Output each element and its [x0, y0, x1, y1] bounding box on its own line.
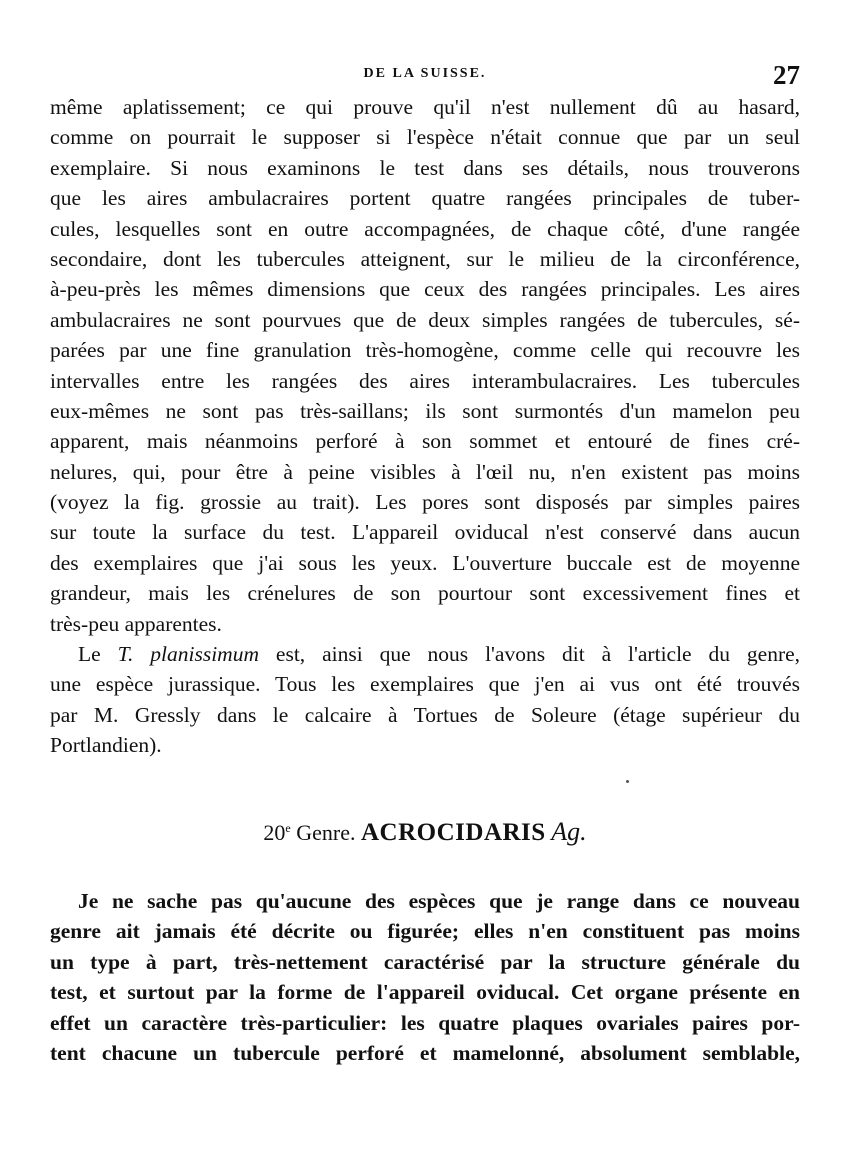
- genus-heading: [0, 812, 850, 849]
- genus-word: Genre.: [296, 820, 356, 845]
- lead-word: Le: [78, 642, 101, 667]
- page-number: 27: [773, 60, 800, 90]
- text-line: grandeur, mais les crénelures de son pourtour sont excessivement fines et: [50, 581, 800, 606]
- text-line: secondaire, dont les tubercules atteignent, sur le milieu de la circonférence,: [50, 246, 800, 271]
- ordinal-suffix: e: [285, 821, 291, 835]
- text-line: Je ne sache pas qu'aucune des espèces que je range dans ce nouveau: [78, 889, 800, 913]
- print-speck: [626, 780, 629, 783]
- text-line: exemplaire. Si nous examinons le test dans ses détails, nous trouverons: [50, 155, 800, 180]
- text-line: (voyez la fig. grossie au trait). Les pores sont disposés par simples paires: [50, 490, 800, 515]
- text-line: intervalles entre les rangées des aires interambulacraires. Les tubercules: [50, 368, 800, 393]
- running-head: [50, 62, 800, 96]
- species-epithet: planissimum: [150, 642, 259, 667]
- text-line: nelures, qui, pour être à peine visibles à l'œil nu, n'en existent pas moins: [50, 459, 800, 484]
- text-line: sur toute la surface du test. L'appareil oviducal n'est conservé dans aucun: [50, 520, 800, 545]
- text-line: des exemplaires que j'ai sous les yeux. L'ouverture buccale est de moyenne: [50, 550, 800, 575]
- text-line: très-peu apparentes.: [50, 611, 222, 636]
- text-line: parées par une fine granulation très-homogène, comme celle qui recouvre les: [50, 338, 800, 363]
- text-line: comme on pourrait le supposer si l'espèce n'était connue que par un seul: [50, 125, 800, 150]
- text-line: une espèce jurassique. Tous les exemplaires que j'en ai vus ont été trouvés: [50, 672, 800, 697]
- text-line: un type à part, très-nettement caractérisé par la structure générale du: [50, 949, 800, 974]
- paragraph-3: [50, 886, 800, 1068]
- line-rest: est, ainsi que nous l'avons dit à l'article du genre,: [275, 642, 800, 667]
- paragraph-2-first-line: [50, 639, 800, 669]
- text-line: par M. Gressly dans le calcaire à Tortues de Soleure (étage supérieur du: [50, 702, 800, 727]
- text-line: Portlandien).: [50, 733, 162, 758]
- text-line: apparent, mais néanmoins perforé à son sommet et entouré de fines cré-: [50, 429, 800, 454]
- genus-number: 20: [263, 820, 286, 845]
- genus-name: ACROCIDARIS: [361, 819, 546, 846]
- text-line: genre ait jamais été décrite ou figurée; elles n'en constituent pas moins: [50, 919, 800, 944]
- text-line: que les aires ambulacraires portent quatre rangées principales de tuber-: [50, 186, 800, 211]
- paragraph-1: [50, 92, 800, 761]
- text-line: à-peu-près les mêmes dimensions que ceux des rangées principales. Les aires: [50, 277, 800, 302]
- text-line: tent chacune un tubercule perforé et mamelonné, absolument semblable,: [50, 1040, 800, 1065]
- text-line: ambulacraires ne sont pourvues que de deux simples rangées de tubercules, sé-: [50, 307, 800, 332]
- text-line: cules, lesquelles sont en outre accompagnées, de chaque côté, d'une rangée: [50, 216, 800, 241]
- species-abbrev: T.: [117, 642, 134, 667]
- text-line: effet un caractère très-particulier: les quatre plaques ovariales paires por-: [50, 1010, 800, 1035]
- text-line: eux-mêmes ne sont pas très-saillans; ils sont surmontés d'un mamelon peu: [50, 398, 800, 423]
- genus-authority: Ag.: [551, 817, 587, 846]
- running-title: DE LA SUISSE.: [363, 66, 487, 81]
- text-line: même aplatissement; ce qui prouve qu'il n'est nullement dû au hasard,: [50, 95, 800, 119]
- text-line: test, et surtout par la forme de l'appareil oviducal. Cet organe présente en: [50, 980, 800, 1005]
